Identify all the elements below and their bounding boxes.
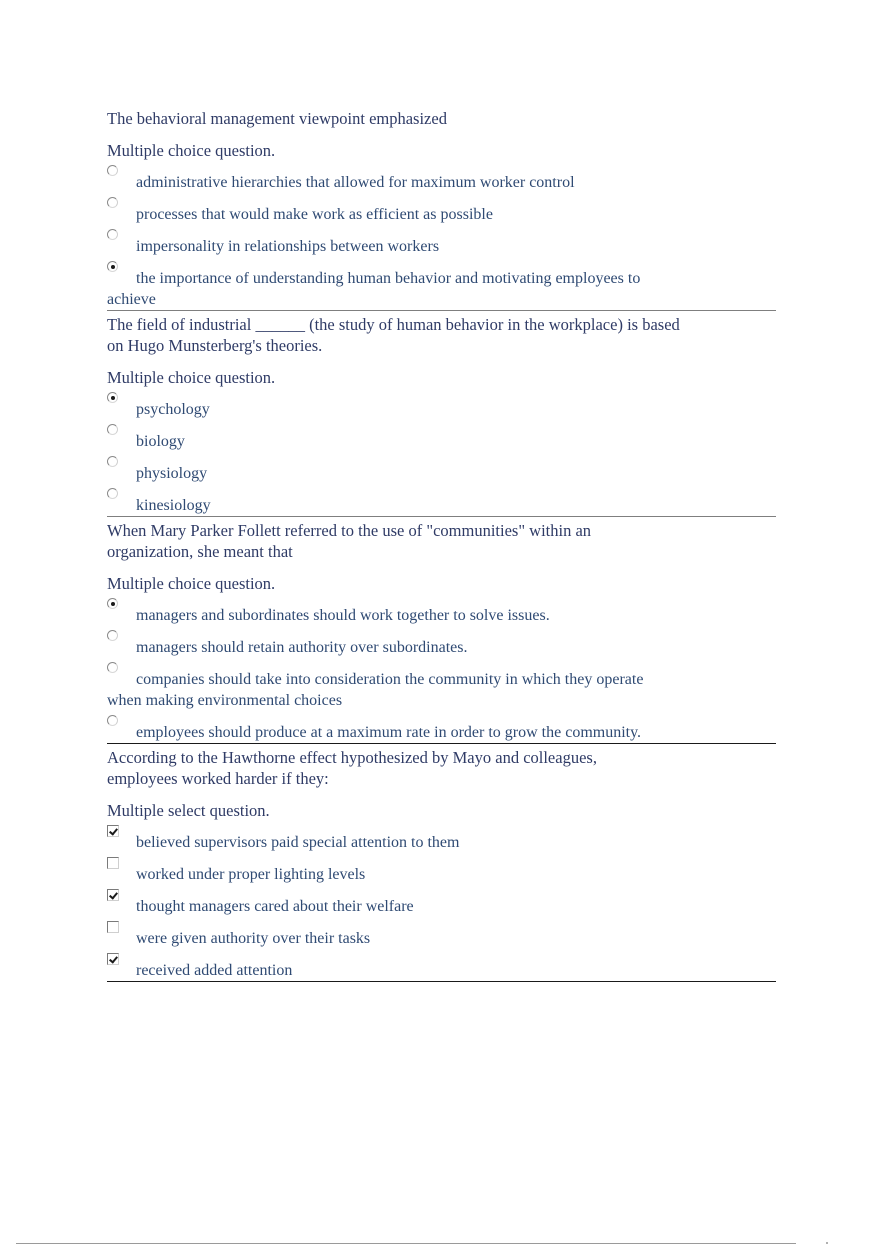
- question-1: [107, 108, 776, 311]
- question-type: Multiple choice question.: [107, 574, 276, 593]
- answer-option[interactable]: [107, 456, 776, 488]
- checkbox-checked[interactable]: [107, 825, 119, 837]
- option-label: managers should retain authority over subordinates.: [136, 639, 468, 656]
- answer-option[interactable]: [107, 197, 776, 229]
- answer-option[interactable]: [107, 424, 776, 456]
- radio-button[interactable]: [107, 488, 118, 499]
- option-label-continued: when making environmental choices: [107, 692, 343, 709]
- option-label: were given authority over their tasks: [136, 930, 371, 947]
- question-text: According to the Hawthorne effect hypothesized by Mayo and colleagues, employees worked harder if they:: [107, 748, 597, 788]
- option-label: thought managers cared about their welfare: [136, 898, 414, 915]
- radio-button[interactable]: [107, 662, 118, 673]
- option-label: psychology: [136, 401, 210, 418]
- answer-option[interactable]: [107, 825, 776, 857]
- question-3: [107, 517, 776, 744]
- radio-button-selected[interactable]: [107, 392, 118, 403]
- radio-button[interactable]: [107, 229, 118, 240]
- question-2: [107, 311, 776, 517]
- answer-option[interactable]: [107, 953, 776, 981]
- question-text: The behavioral management viewpoint emphasized: [107, 109, 447, 128]
- question-type: Multiple choice question.: [107, 368, 276, 387]
- answer-option[interactable]: [107, 165, 776, 197]
- question-4: [107, 744, 776, 982]
- option-label: the importance of understanding human behavior and motivating employees to: [136, 270, 641, 287]
- radio-button[interactable]: [107, 715, 118, 726]
- answer-option[interactable]: [107, 715, 776, 743]
- radio-button-selected[interactable]: [107, 598, 118, 609]
- option-label: worked under proper lighting levels: [136, 866, 366, 883]
- question-type: Multiple select question.: [107, 801, 270, 820]
- option-label: kinesiology: [136, 497, 211, 514]
- option-label: biology: [136, 433, 185, 450]
- radio-button[interactable]: [107, 424, 118, 435]
- answer-option[interactable]: [107, 630, 776, 662]
- option-label: companies should take into consideration the community in which they operate: [136, 671, 644, 688]
- footer-mark: [826, 1242, 828, 1244]
- question-text: The field of industrial ______ (the study of human behavior in the workplace) is based on Hugo Munsterberg's theories.: [107, 315, 680, 355]
- radio-button[interactable]: [107, 630, 118, 641]
- option-label: physiology: [136, 465, 208, 482]
- answer-option[interactable]: [107, 392, 776, 424]
- answer-option[interactable]: [107, 889, 776, 921]
- option-label: impersonality in relationships between workers: [136, 238, 440, 255]
- option-label: processes that would make work as efficient as possible: [136, 206, 493, 223]
- footer-divider: [16, 1243, 796, 1244]
- radio-button[interactable]: [107, 456, 118, 467]
- answer-option[interactable]: [107, 488, 776, 516]
- answer-option[interactable]: [107, 229, 776, 261]
- quiz-content: [107, 108, 776, 982]
- radio-button-selected[interactable]: [107, 261, 118, 272]
- question-text: When Mary Parker Follett referred to the use of "communities" within an organization, she meant that: [107, 521, 592, 561]
- answer-option[interactable]: [107, 921, 776, 953]
- question-type: Multiple choice question.: [107, 141, 276, 160]
- checkbox[interactable]: [107, 857, 119, 869]
- option-label: employees should produce at a maximum rate in order to grow the community.: [136, 724, 642, 741]
- checkbox[interactable]: [107, 921, 119, 933]
- checkbox-checked[interactable]: [107, 953, 119, 965]
- answer-option[interactable]: [107, 857, 776, 889]
- option-label: managers and subordinates should work together to solve issues.: [136, 607, 550, 624]
- option-label: believed supervisors paid special attention to them: [136, 834, 460, 851]
- answer-option[interactable]: [107, 261, 776, 310]
- checkbox-checked[interactable]: [107, 889, 119, 901]
- option-label: administrative hierarchies that allowed for maximum worker control: [136, 174, 575, 191]
- option-label: received added attention: [136, 962, 293, 979]
- answer-option[interactable]: [107, 598, 776, 630]
- radio-button[interactable]: [107, 165, 118, 176]
- radio-button[interactable]: [107, 197, 118, 208]
- option-label-continued: achieve: [107, 291, 156, 308]
- answer-option[interactable]: [107, 662, 776, 715]
